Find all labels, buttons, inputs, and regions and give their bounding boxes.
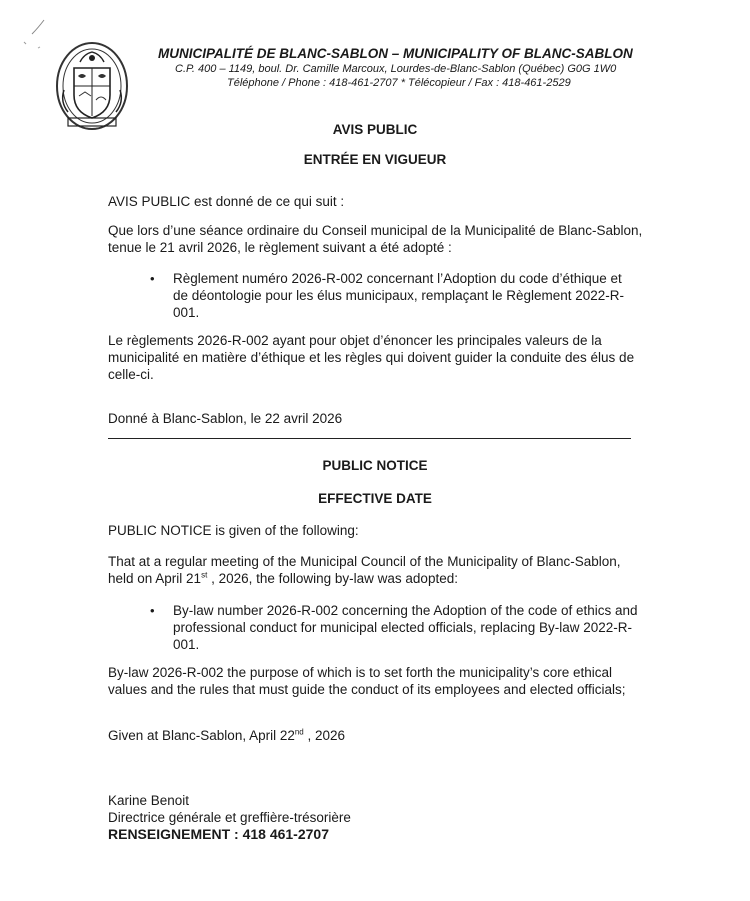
english-given-date-main: Given at Blanc-Sablon, April 22 — [108, 728, 295, 743]
english-bullet-text — [173, 602, 643, 653]
french-paragraph-2-line-1: Le règlements 2026-R-002 ayant pour objet d’énoncer les principales valeurs de la — [108, 333, 602, 348]
french-given-date: Donné à Blanc-Sablon, le 22 avril 2026 — [108, 411, 343, 426]
french-paragraph-1-line-1: Que lors d’une séance ordinaire du Conseil municipal de la Municipalité de Blanc-Sablon, — [108, 223, 643, 238]
french-paragraph-2 — [108, 332, 638, 383]
english-intro: PUBLIC NOTICE is given of the following: — [108, 523, 359, 538]
english-paragraph-1-line-1: That at a regular meeting of the Municipal Council of the Municipality of Blanc-Sablon, — [108, 554, 621, 569]
english-paragraph-2-line-1: By-law 2026-R-002 the purpose of which is to set forth the municipality’s core ethical — [108, 665, 613, 680]
section-divider — [108, 438, 631, 439]
english-bullet-line-2: professional conduct for municipal elected officials, replacing By-law 2022-R- — [173, 620, 632, 635]
english-paragraph-2-line-2: values and the rules that must guide the conduct of its employees and elected officials; — [108, 682, 626, 697]
english-given-date — [108, 727, 345, 744]
english-title: PUBLIC NOTICE — [322, 458, 428, 473]
english-bullet-dot: • — [150, 603, 155, 618]
french-bullet-dot: • — [150, 271, 155, 286]
french-bullet-line-2: de déontologie pour les élus municipaux, remplaçant le Règlement 2022-R- — [173, 288, 625, 303]
english-given-date-suffix: nd — [294, 727, 304, 737]
english-paragraph-1 — [108, 553, 638, 587]
municipal-crest-logo — [54, 40, 130, 132]
french-bullet-line-1: Règlement numéro 2026-R-002 concernant l’Adoption du code d’éthique et — [173, 271, 622, 286]
french-bullet-line-3: 001. — [173, 305, 200, 320]
english-paragraph-1-line-2 — [108, 570, 638, 587]
signature-block — [108, 792, 351, 843]
french-bullet-text — [173, 270, 643, 321]
french-title: AVIS PUBLIC — [332, 122, 418, 137]
french-paragraph-2-line-2: municipalité en matière d’éthique et les règles qui doivent guider la conduite des élus de — [108, 350, 635, 365]
information-phone: RENSEIGNEMENT : 418 461-2707 — [108, 826, 329, 842]
english-paragraph-2 — [108, 664, 638, 698]
organization-name: MUNICIPALITÉ DE BLANC-SABLON – MUNICIPALITY OF BLANC-SABLON — [158, 46, 633, 61]
signatory-title: Directrice générale et greffière-trésorière — [108, 810, 351, 825]
english-bullet-line-3: 001. — [173, 637, 200, 652]
english-subtitle: EFFECTIVE DATE — [318, 491, 432, 506]
french-paragraph-1-line-2: tenue le 21 avril 2026, le règlement suivant a été adopté : — [108, 240, 452, 255]
signatory-name: Karine Benoit — [108, 793, 190, 808]
english-paragraph-1-rest: , 2026, the following by-law was adopted: — [207, 571, 458, 586]
english-bullet-line-1: By-law number 2026-R-002 concerning the Adoption of the code of ethics and — [173, 603, 638, 618]
organization-contact: Téléphone / Phone : 418-461-2707 * Télécopieur / Fax : 418-461-2529 — [227, 77, 571, 89]
english-given-date-year: , 2026 — [303, 728, 346, 743]
french-paragraph-2-line-3: celle-ci. — [108, 367, 154, 382]
organization-address: C.P. 400 – 1149, boul. Dr. Camille Marcoux, Lourdes-de-Blanc-Sablon (Québec) G0G 1W0 — [175, 63, 617, 75]
french-intro: AVIS PUBLIC est donné de ce qui suit : — [108, 194, 345, 209]
scan-mark-decoration — [14, 18, 54, 52]
french-subtitle: ENTRÉE EN VIGUEUR — [303, 152, 447, 167]
english-meeting-date: held on April 21 — [108, 571, 202, 586]
english-meeting-date-suffix: st — [201, 570, 208, 580]
french-paragraph-1 — [108, 222, 643, 256]
